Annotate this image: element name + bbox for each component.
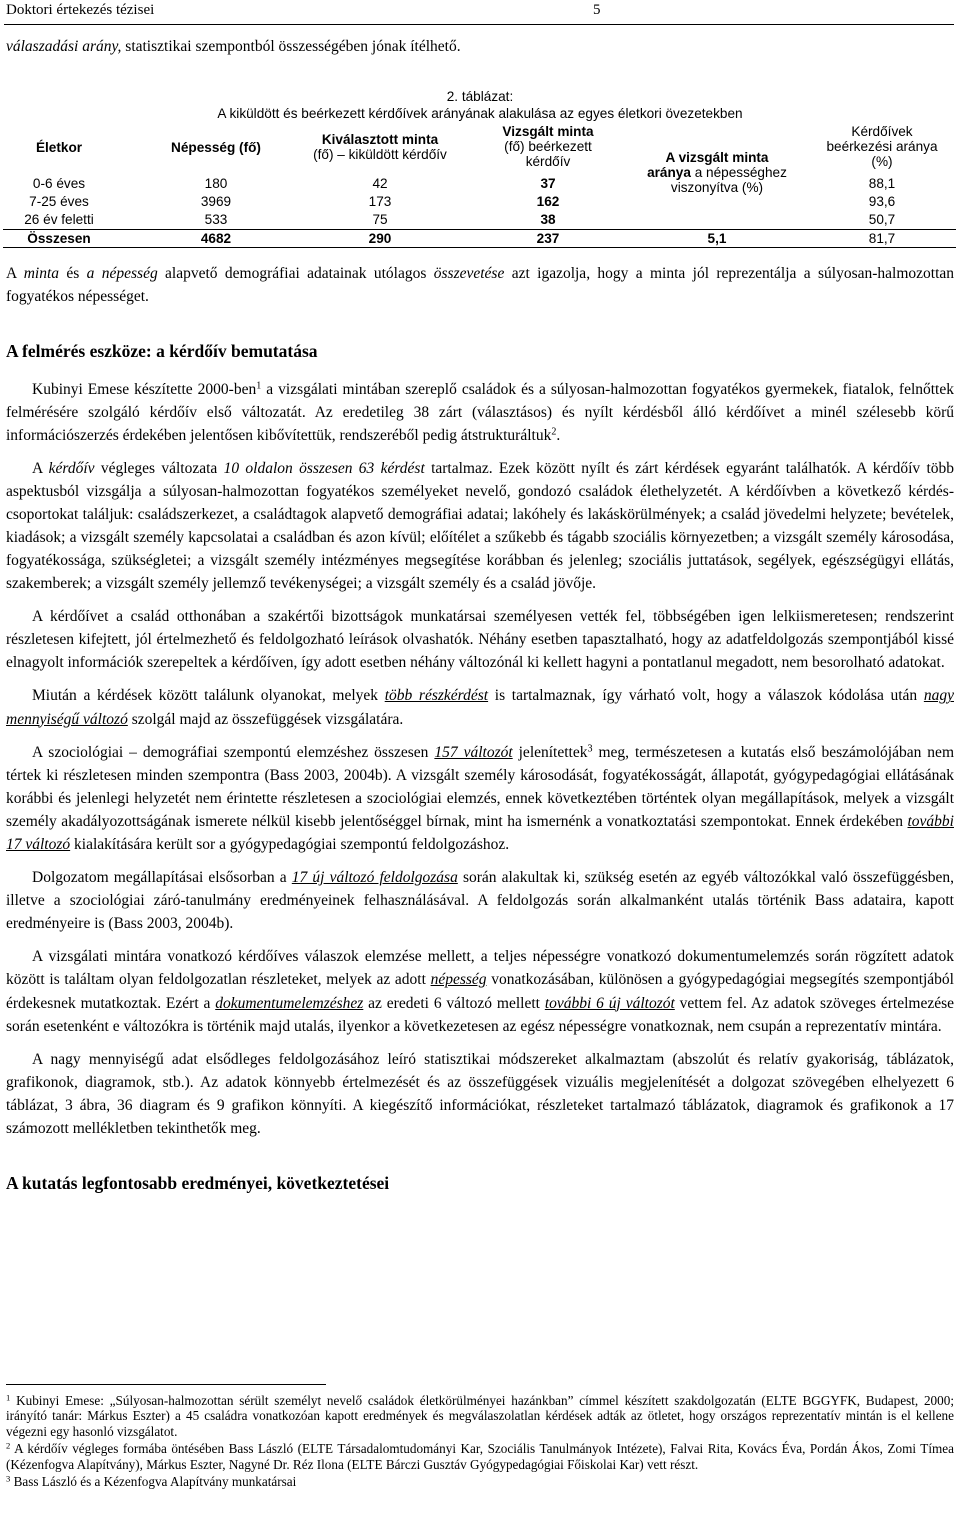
footnote-ref-3[interactable]: 3 <box>587 743 593 755</box>
table-row-sent: 75 <box>372 212 388 227</box>
header-divider <box>4 24 954 25</box>
paragraph-questionnaire-content: A kérdőív végleges változata 10 oldalon összesen 63 kérdést tartalmaz. Ezek között nyílt és zárt kérdések egyaránt találhatók. A kérdőív több aspektusból vizsgálja a súlyosan-halmozottan fogyatékos személyeket nevelő, gondozó családok élethelyzetét. A kérdőívben a következő kérdés-csoportokat találjuk: családszerkezet, a családtagok alapvető demográfiai adatai; lakóhely és lakáskörülmények; a család jövedelmi helyzete; bevételek, kiadások; a vizsgált személy kapcsolatai a családban és azon kívül; előítélet a szűkebb és tágabb szociális környezetben; a vizsgált személy károsodása, fogyatékossága, szükségletei; a vizsgált személy intézményes megsegítése korábban és jelenleg; szociális juttatások, segélyek, egészségügyi ellátás, szakemberek; a vizsgált személy jellemző tevékenységei; a vizsgált személy és a család jövője. <box>6 459 954 593</box>
section-title-questionnaire: A felmérés eszköze: a kérdőív bemutatása <box>6 341 318 362</box>
paragraph-dissertation-findings: Dolgozatom megállapításai elsősorban a 17 új változó feldolgozása során alakultak ki, szükség esetén az egyéb változókkal való összefüggésben, illetve a szociológiai záró-tanulmány eredményeinek felhasználásával. A feldolgozás során alkalmanként utalás történik Bass adataira, kapott eredményeire is (Bass 2003, 2004b). <box>6 869 955 933</box>
col-header-ratio: A vizsgált minta aránya a népességhez viszonyítva (%) <box>647 150 787 195</box>
table-row-population: 180 <box>204 176 228 191</box>
intro-italic: válaszadási arány, <box>6 38 122 55</box>
col-header-population: Népesség (fő) <box>171 140 261 155</box>
table-row-age: 26 év feletti <box>24 212 94 227</box>
table-row-population: 3969 <box>200 194 232 209</box>
total-row-divider <box>3 229 956 230</box>
running-header <box>6 2 952 22</box>
table-row-rate: 50,7 <box>868 212 896 227</box>
col-header-age: Életkor <box>35 140 83 155</box>
table-row-rate: 88,1 <box>868 176 896 191</box>
table-row-age: 7-25 éves <box>29 194 89 209</box>
intro-sentence <box>6 38 952 56</box>
footnote-1: $^1$ Kubinyi Emese: „Súlyosan-halmozottan sérült személyt nevelő családok életkörülményei hazánkban” címmel készített szakdolgozatán (ELTE BGGYFK, Budapest, 2000; irányító tanár: Márkus Eszter) a 45 családra vonatkozóan kapott eredmények és megválaszolatlan kérdések adták az ötletet, hogy országos reprezentatív mintán is el kellene végezni egy hasonló vizsgálatot. <box>6 1392 954 1439</box>
table-caption <box>0 88 960 122</box>
col-header-received: Vizsgált minta (fő) beérkezett kérdőív <box>502 124 594 169</box>
paragraph-document-analysis: A vizsgálati mintára vonatkozó kérdőíves válaszok elemzése mellett, a teljes népességre vonatkozó dokumentumelemzés során rögzített adatok között is találtam olyan feldolgozatlan részleteket, melyek az adott népesség vonatkozásában, különösen a gyógypedagógiai megsegítés szempontjából érdekesnek mutatkoztak. Ezért a dokumentumelemzéshez az eredeti 6 változó mellett további 6 új változót vettem fel. Az adatok szöveges értelmezése során esetenként e változókra is történik majd utalás, ilyenkor a következetesen az egész népességre vonatkoznak, nem csupán a reprezentatív mintára. <box>6 948 954 1035</box>
section-title-results: A kutatás legfontosabb eredményei, következtetései <box>6 1173 390 1194</box>
col-header-rate: Kérdőívek beérkezési aránya (%) <box>826 124 938 169</box>
paragraph-statistical-methods: A nagy mennyiségű adat elsődleges feldolgozásához leíró statisztikai módszereket alkalmaztam (abszolút és relatív gyakoriság, táblázatok, grafikonok, diagramok, stb.). Az adatok könnyebb értelmezését és az összefüggések vizuális megjelenítését a dolgozat szövegében elhelyezett 6 táblázat, 3 ábra, 36 diagram és 9 grafikon könnyíti. A kiegészítő információkat, részleteket tartalmazó táblázatok, diagramok és grafikonok a 17 számozott mellékletben tekinthetők meg. <box>6 1050 954 1137</box>
table-bottom-rule <box>3 247 956 248</box>
footnote-divider <box>6 1384 326 1385</box>
header-title: Doktori értekezés tézisei <box>6 2 155 18</box>
page-number: 5 <box>593 2 601 18</box>
footnote-2: $^2$ A kérdőív végleges formába öntésében Bass László (ELTE Társadalomtudományi Kar, Szociális Tanulmányok Intézete), Falvai Rita, Kovács Éva, Pordán Ákos, Zomi Tímea (Kézenfogva Alapítvány), Márkus Eszter, Nagyné Dr. Réz Ilona (ELTE Bárczi Gusztáv Gyógypedagógiai Főiskolai Kar) vett részt. <box>6 1440 954 1472</box>
col-header-sent: Kiválasztott minta (fő) – kiküldött kérdőív <box>313 132 447 162</box>
total-row-ratio: 5,1 <box>707 231 727 246</box>
age-distribution-table <box>3 120 956 248</box>
footnote-3: $^3$ Bass László és a Kézenfogva Alapítvány munkatársai <box>6 1473 297 1490</box>
intro-rest: statisztikai szempontból összességében jónak ítélhető. <box>121 38 461 55</box>
table-row-sent: 42 <box>372 176 388 191</box>
paragraph-sample-representativeness: A minta és a népesség alapvető demográfiai adatainak utólagos összevetése azt igazolja, hogy a minta jól reprezentálja a súlyosan-halmozottan fogyatékos népességet. <box>6 265 955 306</box>
table-row-received: 38 <box>540 212 556 227</box>
table-row-received: 162 <box>536 194 560 209</box>
table-number: 2. táblázat: <box>446 89 514 104</box>
total-row-rate: 81,7 <box>868 231 896 246</box>
footnote-ref-1[interactable]: 1 <box>256 380 262 392</box>
paragraph-sociological-analysis: A szociológiai – demográfiai szempontú elemzéshez összesen 157 változót jelenítettek$^3$ meg, természetesen a kutatás első beszámolójában nem tértek ki részletesen minden szempontra (Bass 2003, 2004b). A vizsgált személy károsodását, fogyatékosságát, állapotát, gyógypedagógiai ellátásának korábbi és jelenlegi helyzetét nem érintette részletesen a szociológiai elemzés, ennek következtében történtek olyan megállapítások, melyek a vizsgált személy akadályozottságának ismerete nélkül kisebb jelentőséggel bírnak, mint ha ismernénk a vonatkoztatási szempontokat. Ennek érdekében további 17 változó kialakítására került sor a gyógypedagógiai szempontú feldolgozáshoz. <box>6 743 954 853</box>
table-row-sent: 173 <box>368 194 392 209</box>
paragraph-home-survey: A kérdőívet a család otthonában a szakértői bizottságok munkatársai személyesen vették fel, többségében igen lelkiismeretesen; rendszerint részletesen kifejtett, jól értelmezhető és feldolgozható leírások olvashatók. Néhány esetben tapasztalható, hogy az adatfeldolgozás szempontjából kissé elnagyolt információk szerepeltek a kérdőíven, így adott esetben néhány változónál ki kellett hagyni a pontatlanul megadott, nem besorolható adatokat. <box>6 608 954 672</box>
table-row-rate: 93,6 <box>868 194 896 209</box>
total-row-sent: 290 <box>368 231 392 246</box>
table-row-population: 533 <box>204 212 228 227</box>
total-row-label: Összesen <box>27 231 91 246</box>
total-row-received: 237 <box>536 231 560 246</box>
body-text <box>6 262 954 1195</box>
footnote-ref-2[interactable]: 2 <box>551 426 557 438</box>
table-row-age: 0-6 éves <box>32 176 86 191</box>
table-title: A kiküldött és beérkezett kérdőívek arányának alakulása az egyes életkori övezetekben <box>217 106 743 121</box>
table-row-received: 37 <box>540 176 556 191</box>
footnotes <box>6 1393 954 1491</box>
total-row-population: 4682 <box>200 231 232 246</box>
paragraph-subquestions: Miután a kérdések között találunk olyanokat, melyek több részkérdést is tartalmaznak, így várható volt, hogy a válaszok kódolása után nagy mennyiségű változó szolgál majd az összefüggések vizsgálatára. <box>6 687 954 728</box>
paragraph-kubinyi: Kubinyi Emese készítette 2000-ben$^1$ a vizsgálati mintában szereplő családok és a súlyosan-halmozottan fogyatékos gyermekek, fiatalok, felnőttek felmérésére szolgáló kérdőív első változatát. Az eredetileg 38 zárt (választásos) és nyílt kérdésből álló kérdőívet a minél szélesebb körű információszerzés érdekében jelentősen kibővítettük, rendszeréből pedig átstrukturáltuk$^2$. <box>6 380 954 445</box>
